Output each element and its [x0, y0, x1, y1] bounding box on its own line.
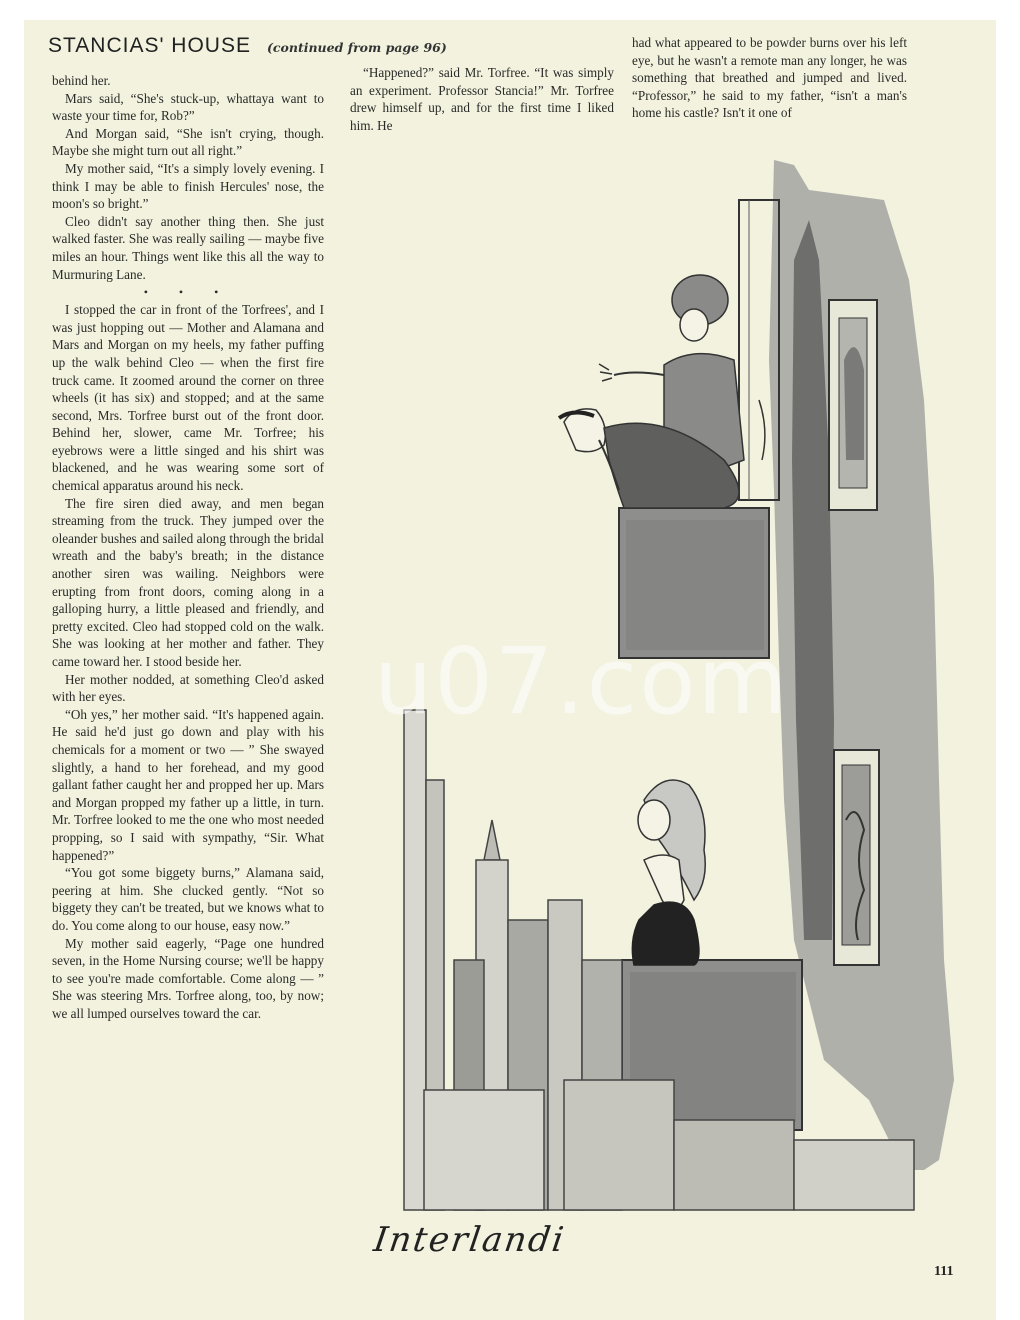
paragraph: The fire siren died away, and men began streaming from the truck. They jumped over the oleander bushes and sailed along through the bridal wreath and the baby's breath; in the distance another siren was wailing. Neighbors were erupting from front doors, coming along in a galloping hurry, a little pleased and friendly, and pretty excited. Cleo had stopped cold on the walk. She was looking at her mother and father. They came toward her. I stood beside her.: [52, 495, 324, 669]
paragraph: “You got some biggety burns,” Alamana said, peering at him. She clucked gently. “Not so biggety they can't be treated, but we knows what to do. You come along to our house, easy now.”: [52, 865, 324, 933]
young-woman-figure: [632, 780, 705, 965]
paragraph: “Happened?” said Mr. Torfree. “It was simply an experiment. Professor Stancia!” Mr. Torfree drew himself up, and for the first time I liked him. He: [350, 65, 614, 133]
story-title: STANCIAS' HOUSE: [48, 34, 251, 57]
paragraph: Her mother nodded, at something Cleo'd asked with her eyes.: [52, 671, 324, 705]
couple-figures: [559, 275, 744, 508]
paragraph: had what appeared to be powder burns over his left eye, but he wasn't a remote man any longer, he was something that breathed and jumped and lived. “Professor,” he said to my father, “isn't a man's home his castle? Isn't it one of: [632, 35, 907, 121]
watermark: u07.com: [374, 628, 790, 735]
paragraph: behind her.: [52, 73, 111, 88]
paragraph: Cleo didn't say another thing then. She just walked faster. She was really sailing — maybe five miles an hour. Things went like this all the way to Murmuring Lane.: [52, 213, 324, 282]
continued-note: (continued from page 96): [267, 40, 447, 55]
paragraph: I stopped the car in front of the Torfrees', and I was just hopping out — Mother and Alamana and Mars and Morgan on my heels, my father puffing up the walk behind Cleo — when the first fire truck came. It zoomed around the corner on three wheels (it has six) and stopped; and at the same second, Mrs. Torfree burst out of the front door. Behind her, slower, came Mr. Torfree; his eyebrows were a little singed and his shirt was blackened, and he was wearing some sort of chemical apparatus around his neck.: [52, 302, 324, 494]
section-break: • • •: [143, 285, 233, 300]
text-column-2: [350, 64, 614, 134]
page-number: 111: [934, 1264, 954, 1279]
text-column-1: [52, 72, 324, 1022]
paragraph: Mars said, “She's stuck-up, whattaya want to waste your time for, Rob?”: [52, 90, 324, 124]
paragraph: And Morgan said, “She isn't crying, though. Maybe she might turn out all right.”: [52, 125, 324, 159]
paragraph: My mother said eagerly, “Page one hundred seven, in the Home Nursing course; we'll be happy to see you're made comfortable. Come along — ” She was steering Mrs. Torfree along, too, by now; we all lumped ourselves toward the car.: [52, 935, 324, 1021]
lower-window: [834, 750, 879, 965]
page-header: [48, 34, 447, 58]
paragraph: “Oh yes,” her mother said. “It's happened again. He said he'd just go down and play with his chemicals for a moment or two — ” She swayed slightly, a hand to her forehead, and my good gallant father caught her and propped her up. Mars and Morgan propped my father up a little, in turn. Mr. Torfree looked to me the one who most needed propping, so I said with sympathy, “Sir. What happened?”: [52, 706, 324, 863]
text-column-3: [632, 34, 907, 122]
upper-window: [829, 300, 877, 510]
magazine-page: [24, 20, 996, 1320]
paragraph: My mother said, “It's a simply lovely evening. I think I may be able to finish Hercules' nose, the moon's so bright.”: [52, 160, 324, 212]
artist-signature: Interlandi: [371, 1220, 568, 1260]
